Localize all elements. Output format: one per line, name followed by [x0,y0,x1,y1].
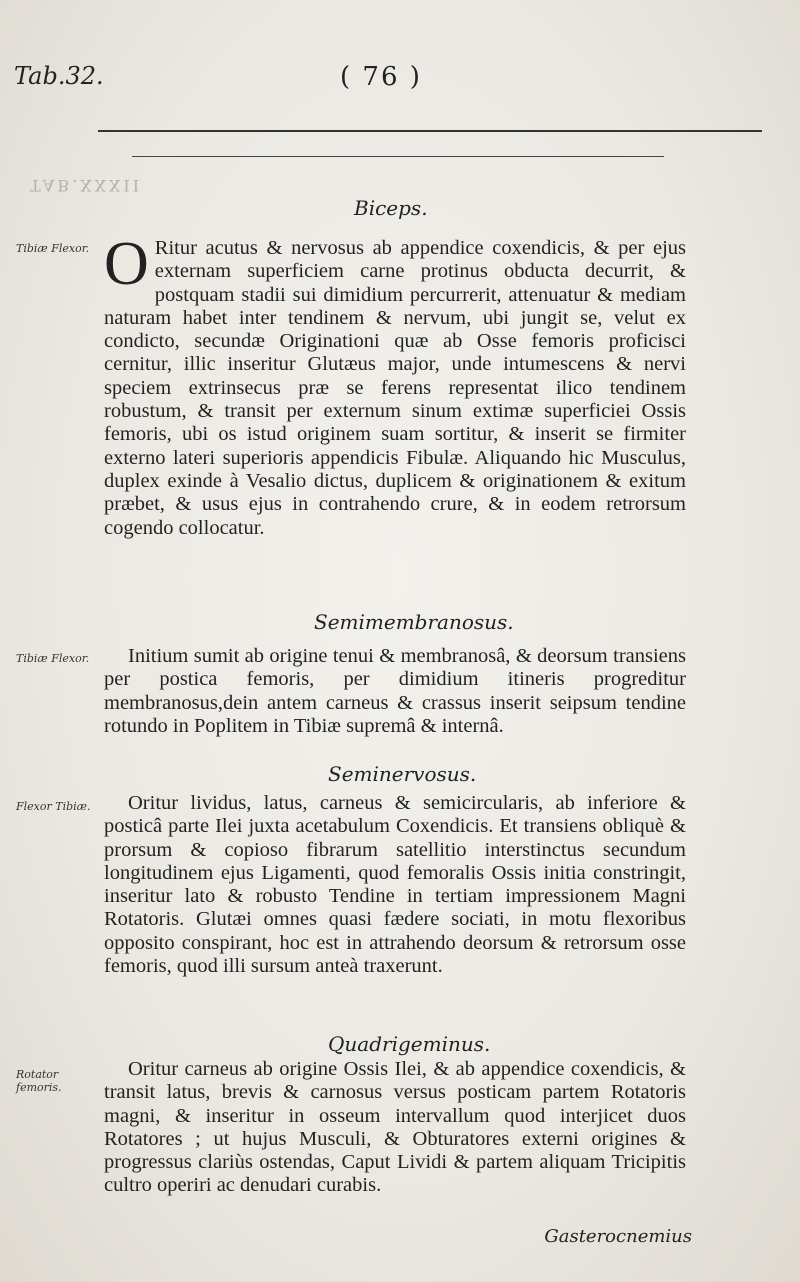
header-rule-inner [132,156,664,157]
paragraph-quadrigeminus [104,1058,686,1198]
section-heading-quadrigeminus: Quadrigeminus. [328,1032,491,1056]
paragraph-text: Initium sumit ab origine tenui & membranosâ, & deorsum transiens per postica femoris, per dimidium itineris progreditur membranosus,dein antem carneus & crassus inserit seipsum tendine rotundo in Poplitem in Tibiæ supremâ & internâ. [104,645,686,737]
margin-note-biceps: Tibiæ Flexor. [16,242,90,255]
drop-cap: O [104,230,149,298]
paragraph-biceps [104,230,686,540]
paragraph-semimembranosus [104,645,686,738]
margin-note-semimembranosus: Tibiæ Flexor. [16,652,90,665]
paragraph-seminervosus [104,792,686,978]
section-heading-seminervosus: Seminervosus. [328,762,477,786]
show-through-stamp: TAB.XXXII [30,176,143,195]
plate-label: Tab.32. [14,62,104,90]
section-heading-biceps: Biceps. [354,196,428,220]
margin-note-seminervosus: Flexor Tibiæ. [16,800,91,813]
page-number: ( 76 ) [340,62,422,92]
section-heading-semimembranosus: Semimembranosus. [314,610,514,634]
catchword: Gasterocnemius [544,1226,692,1247]
paragraph-text: Oritur carneus ab origine Ossis Ilei, & ab appendice coxendicis, & transit latus, brevis & carnosus versus posticam partem Rotatoris magni, & inseritur in osseum intervallum quod interjicet duos Rotatores ; ut hujus Musculi, & Obturatores externi origines & progressus clariùs ostendas, Caput Lividi & partem aliquam Tricipitis cultro operiri ac denudari curabis. [104,1058,686,1197]
page-header [0,62,800,102]
paragraph-text: Ritur acutus & nervosus ab appendice coxendicis, & per ejus externam superficiem carne protinus obducta decurrit, & postquam stadii sui dimidium percurrerit, attenuatur & mediam naturam habet inter tendinem & nervum, ubi jungit se, velut ex condicto, secundæ Originationi quæ ab Osse femoris proficisci cernitur, illic inseritur Glutæus major, unde intumescens & nervi speciem extrinsecus præ se ferens representat ilico tendinem robustum, & transit per externum sinum extimæ superficiei Ossis femoris, ubi os istud originem suam sortitur, & inserit se firmiter externo lateri superioris appendicis Fibulæ. Aliquando hic Musculus, duplex exinde à Vesalio dictus, duplicem & originationem & exitum præbet, & usus ejus in contrahendo crure, & in eodem retrorsum cogendo collocatur. [104,237,686,539]
header-rule [98,130,762,132]
paragraph-text: Oritur lividus, latus, carneus & semicircularis, ab inferiore & posticâ parte Ilei juxta acetabulum Coxendicis. Et transiens obliquè & prorsum & copioso fibrarum satellitio interstinctus secundum longitudinem ejus Ligamenti, quod femoralis Ossis initia constringit, inseritur lato & robusto Tendine in tertiam impressionem Magni Rotatoris. Glutæi omnes quasi fædere sociati, in motu flexoribus opposito conspirant, hoc est in attrahendo deorsum & retrorsum osse femoris, quod illi sursum anteà traxerunt. [104,792,686,978]
margin-note-quadrigeminus: Rotator femoris. [16,1068,62,1094]
